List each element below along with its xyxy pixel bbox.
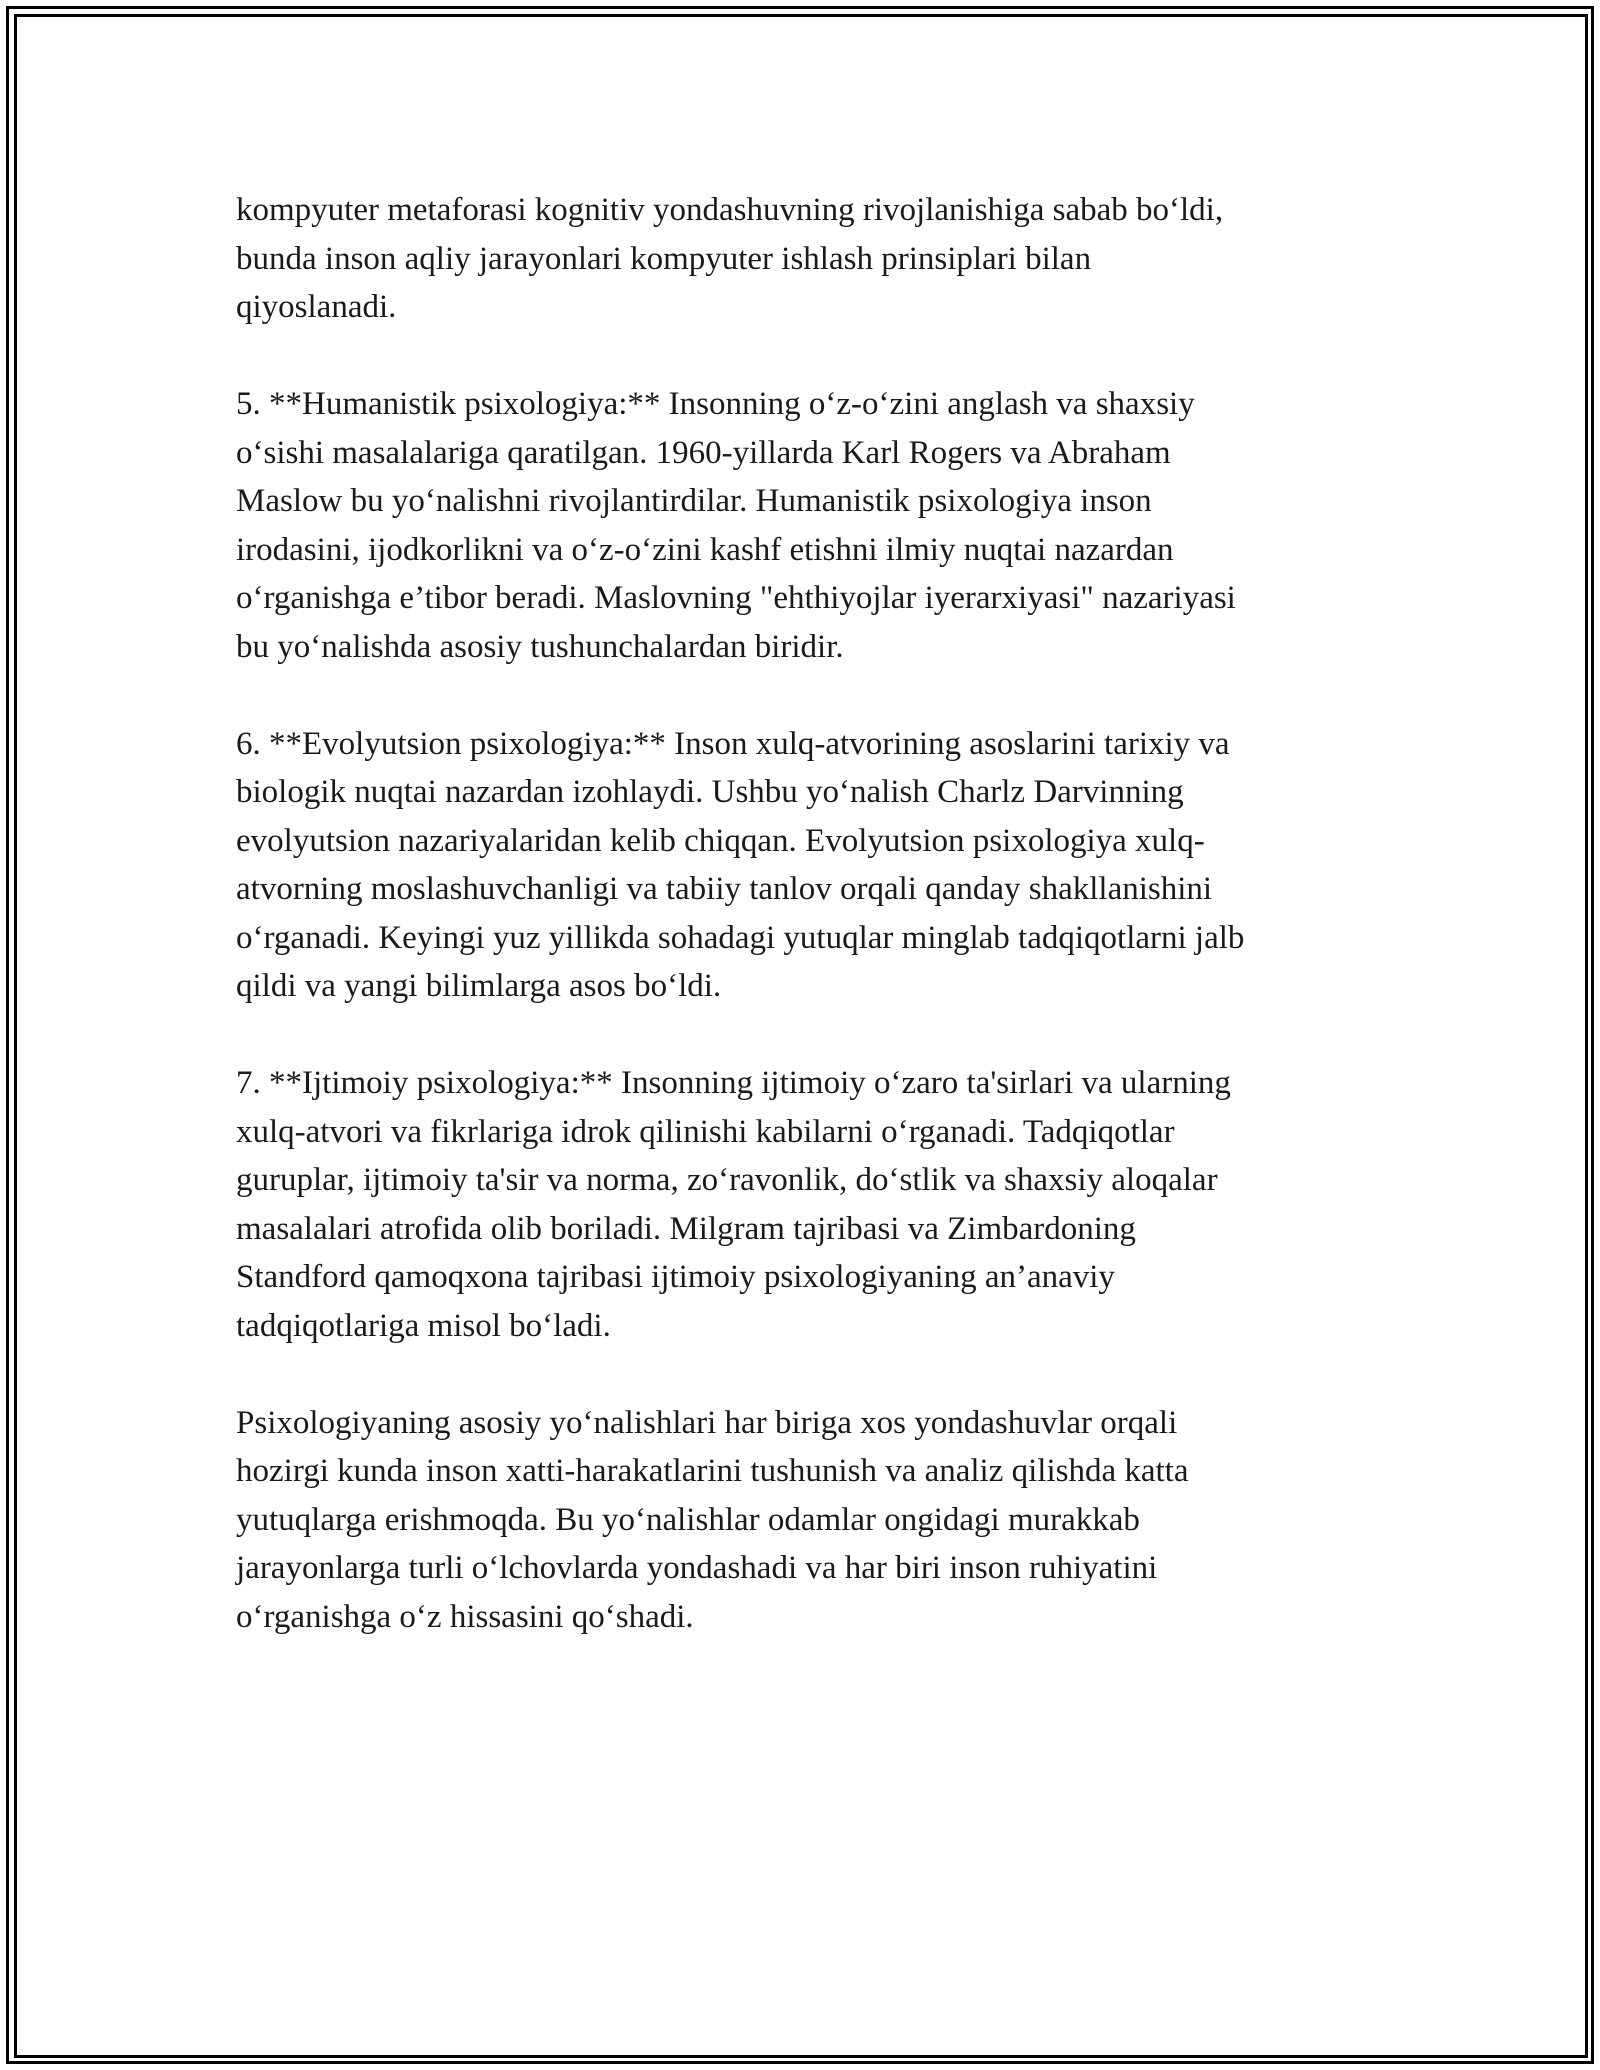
document-body (236, 186, 1366, 1690)
paragraph-cognitive-continuation: kompyuter metaforasi kognitiv yondashuvning rivojlanishiga sabab bo‘ldi, bunda inson aqliy jarayonlari kompyuter ishlash prinsiplari bilan qiyoslanadi. (236, 192, 1224, 325)
paragraph-social-psychology: 7. **Ijtimoiy psixologiya:** Insonning ijtimoiy o‘zaro ta'sirlari va ularning xulq-atvori va fikrlariga idrok qilinishi kabilarni o‘rganadi. Tadqiqotlar guruplar, ijtimoiy ta'sir va norma, zo‘ravonlik, do‘stlik va shaxsiy aloqalar masalalari atrofida olib boriladi. Milgram tajribasi va Zimbardoning Standford qamoqxona tajribasi ijtimoiy psixologiyaning an’anaviy tadqiqotlariga misol bo‘ladi. (236, 1065, 1231, 1344)
paragraph-humanistic-psychology: 5. **Humanistik psixologiya:** Insonning o‘z-o‘zini anglash va shaxsiy o‘sishi masalalariga qaratilgan. 1960-yillarda Karl Rogers va Abraham Maslow bu yo‘nalishni rivojlantirdilar. Humanistik psixologiya inson irodasini, ijodkorlikni va o‘z-o‘zini kashf etishni ilmiy nuqtai nazardan o‘rganishga e’tibor beradi. Maslovning "ehthiyojlar iyerarxiyasi" nazariyasi bu yo‘nalishda asosiy tushunchalardan biridir. (236, 386, 1236, 665)
paragraph-evolutionary-psychology: 6. **Evolyutsion psixologiya:** Inson xulq-atvorining asoslarini tarixiy va biologik nuqtai nazardan izohlaydi. Ushbu yo‘nalish Charlz Darvinning evolyutsion nazariyalaridan kelib chiqqan. Evolyutsion psixologiya xulq- atvorning moslashuvchanligi va tabiiy tanlov orqali qanday shakllanishini o‘rganadi. Keyingi yuz yillikda sohadagi yutuqlar minglab tadqiqotlarni jalb qildi va yangi bilimlarga asos bo‘ldi. (236, 725, 1245, 1004)
paragraph-conclusion: Psixologiyaning asosiy yo‘nalishlari har biriga xos yondashuvlar orqali hozirgi kunda inson xatti-harakatlarini tushunish va analiz qilishda katta yutuqlarga erishmoqda. Bu yo‘nalishlar odamlar ongidagi murakkab jarayonlarga turli o‘lchovlarda yondashadi va har biri inson ruhiyatini o‘rganishga o‘z hissasini qo‘shadi. (236, 1404, 1189, 1635)
